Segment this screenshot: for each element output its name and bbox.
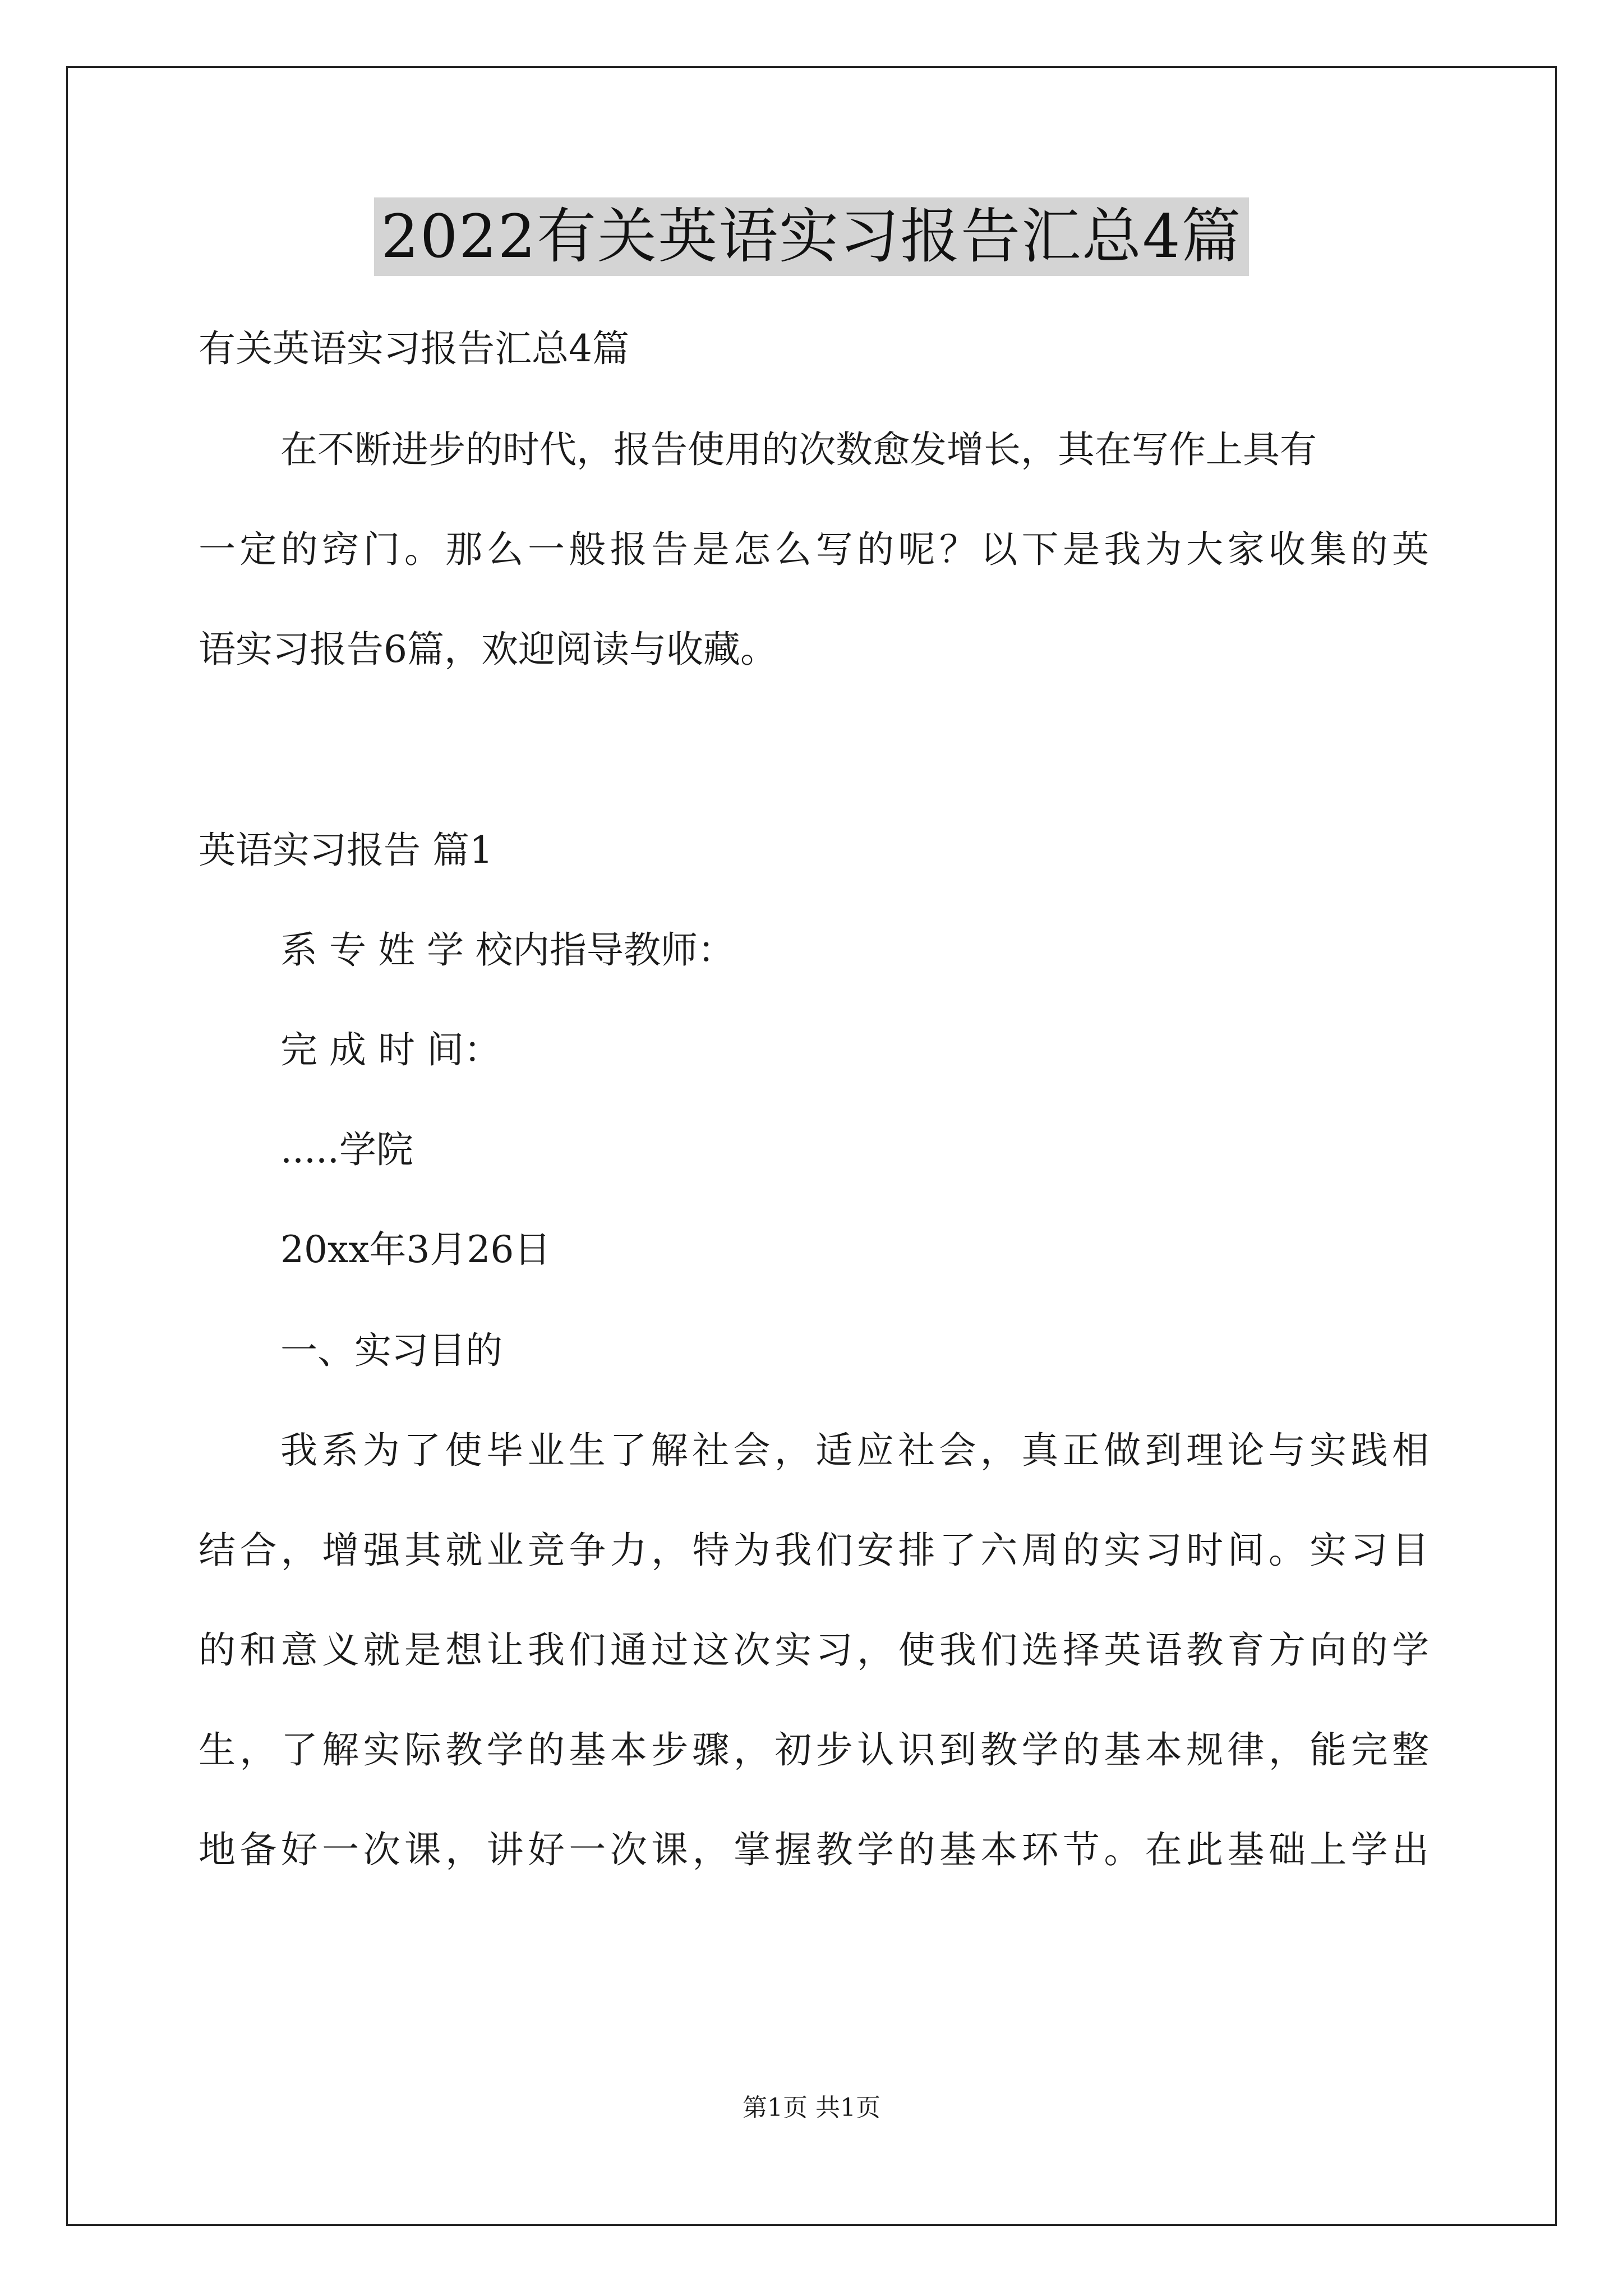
part-heading: 一、实习目的	[280, 1329, 502, 1372]
body-line-1: 我系为了使毕业生了解社会，适应社会，真正做到理论与实践相	[280, 1429, 1429, 1472]
body-line-3: 的和意义就是想让我们通过这次实习，使我们选择英语教育方向的学	[199, 1628, 1429, 1672]
cover-field-school: .....学院	[280, 1128, 413, 1171]
body-line-2: 结合，增强其就业竞争力，特为我们安排了六周的实习时间。实习目	[199, 1529, 1429, 1572]
intro-line-3: 语实习报告6篇，欢迎阅读与收藏。	[199, 628, 777, 671]
body-line-5: 地备好一次课，讲好一次课，掌握教学的基本环节。在此基础上学出	[199, 1828, 1429, 1871]
document-subtitle: 有关英语实习报告汇总4篇	[199, 327, 629, 370]
section-heading: 英语实习报告 篇1	[199, 829, 493, 872]
document-title: 2022有关英语实习报告汇总4篇	[374, 197, 1248, 276]
page-footer: 第1页 共1页	[743, 2093, 880, 2122]
title-container	[0, 197, 1623, 276]
intro-line-1: 在不断进步的时代，报告使用的次数愈发增长，其在写作上具有	[280, 428, 1317, 471]
cover-field-dept: 系 专 姓 学 校内指导教师：	[280, 928, 735, 972]
cover-field-time: 完 成 时 间：	[280, 1028, 501, 1071]
intro-line-2: 一定的窍门。那么一般报告是怎么写的呢？以下是我为大家收集的英	[199, 528, 1429, 571]
body-line-4: 生，了解实际教学的基本步骤，初步认识到教学的基本规律，能完整	[199, 1728, 1429, 1772]
cover-field-date: 20xx年3月26日	[280, 1228, 551, 1271]
